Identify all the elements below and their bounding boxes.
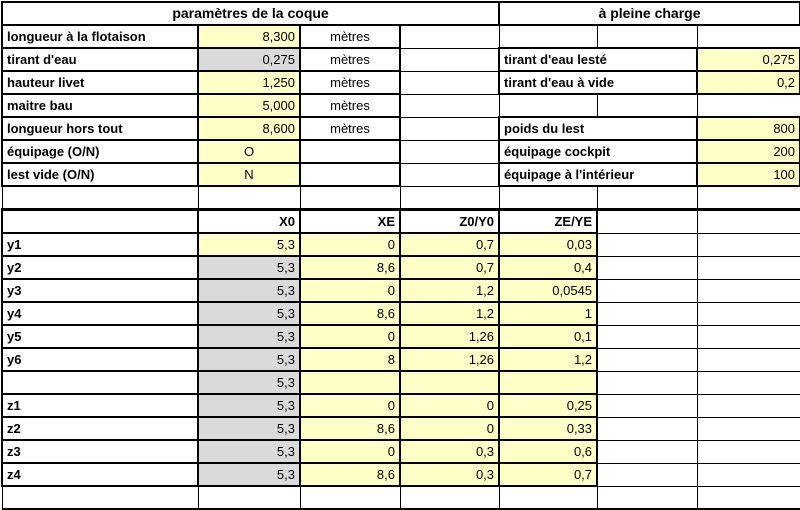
coord-xe-cell[interactable]: 8,6: [300, 256, 400, 279]
unit-cell: mètres: [300, 117, 400, 140]
hull-param-label: longueur hors tout: [2, 117, 198, 140]
coord-x0-cell[interactable]: 5,3: [198, 348, 300, 371]
coord-row-label: y2: [2, 256, 198, 279]
empty-cell: [597, 371, 697, 394]
coord-z0y0-cell[interactable]: 1,26: [400, 348, 499, 371]
empty-cell: [300, 186, 400, 210]
coord-zeye-cell[interactable]: [499, 371, 597, 394]
coord-row-label: y4: [2, 302, 198, 325]
coord-xe-cell[interactable]: 8: [300, 348, 400, 371]
unit-cell: [300, 140, 400, 163]
coord-x0-cell[interactable]: 5,3: [198, 233, 300, 256]
load-param-label: tirant d'eau lesté: [499, 48, 697, 71]
col-header-xe: XE: [300, 210, 400, 234]
empty-cell: [400, 25, 499, 48]
hull-param-label: équipage (O/N): [2, 140, 198, 163]
left-table-title: paramètres de la coque: [2, 2, 499, 25]
coord-row-label: z2: [2, 417, 198, 440]
empty-cell: [697, 348, 800, 371]
coord-xe-cell[interactable]: 0: [300, 394, 400, 417]
coord-zeye-cell[interactable]: 0,03: [499, 233, 597, 256]
unit-cell: mètres: [300, 94, 400, 117]
coord-row-label: z4: [2, 463, 198, 486]
empty-cell: [697, 279, 800, 302]
coord-z0y0-cell[interactable]: 0: [400, 417, 499, 440]
coord-row-y5: [2, 325, 800, 348]
empty-cell: [597, 279, 697, 302]
coord-row-label: y5: [2, 325, 198, 348]
empty-cell: [597, 210, 697, 234]
empty-cell: [697, 463, 800, 486]
hull-param-value[interactable]: 5,000: [198, 94, 300, 117]
spacer-row: [2, 186, 800, 210]
load-param-value[interactable]: 100: [697, 163, 800, 186]
empty-cell: [597, 94, 697, 117]
empty-cell: [597, 394, 697, 417]
empty-cell: [198, 486, 300, 509]
coord-x0-cell[interactable]: 5,3: [198, 279, 300, 302]
empty-cell: [2, 486, 198, 509]
empty-cell: [697, 440, 800, 463]
load-param-value[interactable]: 0,275: [697, 48, 800, 71]
empty-cell: [597, 463, 697, 486]
empty-cell: [697, 256, 800, 279]
coord-x0-cell[interactable]: 5,3: [198, 440, 300, 463]
hull-param-label: hauteur livet: [2, 71, 198, 94]
coord-row-z3: [2, 440, 800, 463]
coord-zeye-cell[interactable]: 0,0545: [499, 279, 597, 302]
coord-z0y0-cell[interactable]: 1,26: [400, 325, 499, 348]
hull-row-flotaison: [2, 25, 800, 48]
empty-cell: [499, 486, 597, 509]
empty-cell: [400, 140, 499, 163]
load-param-label: tirant d'eau à vide: [499, 71, 697, 94]
coord-row-label: y6: [2, 348, 198, 371]
hull-row-tirant: [2, 48, 800, 71]
empty-cell: [400, 48, 499, 71]
col-header-z0y0: Z0/Y0: [400, 210, 499, 234]
coord-zeye-cell[interactable]: 0,25: [499, 394, 597, 417]
hull-param-value[interactable]: N: [198, 163, 300, 186]
empty-cell: [697, 25, 800, 48]
hull-row-equipage: [2, 140, 800, 163]
load-param-value[interactable]: 200: [697, 140, 800, 163]
hull-param-label: longueur à la flotaison: [2, 25, 198, 48]
coord-row-label: z3: [2, 440, 198, 463]
coord-row-label: y3: [2, 279, 198, 302]
coord-row-z1: [2, 394, 800, 417]
hull-param-value[interactable]: 0,275: [198, 48, 300, 71]
hull-param-label: lest vide (O/N): [2, 163, 198, 186]
empty-cell: [400, 71, 499, 94]
coord-z0y0-cell[interactable]: 1,2: [400, 302, 499, 325]
empty-cell: [697, 302, 800, 325]
coord-z0y0-cell[interactable]: 0,3: [400, 463, 499, 486]
coord-xe-cell[interactable]: 8,6: [300, 463, 400, 486]
load-param-label: équipage à l'intérieur: [499, 163, 697, 186]
col-header-zeye: ZE/YE: [499, 210, 597, 234]
coord-row-y6: [2, 348, 800, 371]
coord-row-label: [2, 371, 198, 394]
coord-row-y2: [2, 256, 800, 279]
hull-row-livet: [2, 71, 800, 94]
coord-xe-cell[interactable]: 0: [300, 233, 400, 256]
hull-param-value[interactable]: 8,300: [198, 25, 300, 48]
empty-cell: [597, 440, 697, 463]
empty-cell: [697, 325, 800, 348]
col-header-x0: X0: [198, 210, 300, 234]
coord-row-label: y1: [2, 233, 198, 256]
coord-row-y4: [2, 302, 800, 325]
hull-row-horstout: [2, 117, 800, 140]
empty-cell: [198, 186, 300, 210]
empty-cell: [697, 371, 800, 394]
empty-cell: [597, 256, 697, 279]
hull-param-value[interactable]: 1,250: [198, 71, 300, 94]
coord-x0-cell[interactable]: 5,3: [198, 256, 300, 279]
coord-row-z4: [2, 463, 800, 486]
hull-param-value[interactable]: 8,600: [198, 117, 300, 140]
coord-xe-cell[interactable]: 0: [300, 440, 400, 463]
empty-cell: [697, 233, 800, 256]
coord-z0y0-cell[interactable]: 0,3: [400, 440, 499, 463]
coord-xe-cell[interactable]: [300, 371, 400, 394]
empty-cell: [400, 94, 499, 117]
coord-x0-cell[interactable]: 5,3: [198, 417, 300, 440]
hull-param-label: tirant d'eau: [2, 48, 198, 71]
empty-cell: [2, 210, 198, 234]
unit-cell: mètres: [300, 71, 400, 94]
coord-xe-cell[interactable]: 8,6: [300, 417, 400, 440]
coord-z0y0-cell[interactable]: 0,7: [400, 256, 499, 279]
coord-x0-cell[interactable]: 5,3: [198, 463, 300, 486]
hull-param-value[interactable]: O: [198, 140, 300, 163]
empty-cell: [597, 302, 697, 325]
empty-cell: [597, 417, 697, 440]
coord-row-label: z1: [2, 394, 198, 417]
empty-cell: [697, 486, 800, 509]
coord-row-y3: [2, 279, 800, 302]
coord-xe-cell[interactable]: 8,6: [300, 302, 400, 325]
coord-zeye-cell[interactable]: 0,6: [499, 440, 597, 463]
empty-cell: [597, 348, 697, 371]
empty-cell: [499, 94, 597, 117]
coord-x0-cell[interactable]: 5,3: [198, 325, 300, 348]
coord-zeye-cell[interactable]: 0,1: [499, 325, 597, 348]
empty-cell: [400, 163, 499, 186]
coord-z0y0-cell[interactable]: 0,7: [400, 233, 499, 256]
coord-zeye-cell[interactable]: 0,33: [499, 417, 597, 440]
load-param-label: équipage cockpit: [499, 140, 697, 163]
empty-cell: [499, 25, 597, 48]
coords-header-row: [2, 210, 800, 234]
right-table-title: à pleine charge: [499, 2, 800, 25]
hull-row-bau: [2, 94, 800, 117]
bottom-row: [2, 486, 800, 509]
empty-cell: [597, 486, 697, 509]
coord-zeye-cell[interactable]: 1,2: [499, 348, 597, 371]
hull-row-lestvide: [2, 163, 800, 186]
coord-x0-cell[interactable]: 5,3: [198, 302, 300, 325]
coord-zeye-cell[interactable]: 1: [499, 302, 597, 325]
coord-z0y0-cell[interactable]: [400, 371, 499, 394]
unit-cell: mètres: [300, 25, 400, 48]
coord-xe-cell[interactable]: 0: [300, 325, 400, 348]
coord-xe-cell[interactable]: 0: [300, 279, 400, 302]
empty-cell: [597, 325, 697, 348]
coord-z0y0-cell[interactable]: 0: [400, 394, 499, 417]
empty-cell: [697, 210, 800, 234]
hull-param-label: maitre bau: [2, 94, 198, 117]
title-row: [2, 2, 800, 25]
coord-x0-cell[interactable]: 5,3: [198, 371, 300, 394]
coord-zeye-cell[interactable]: 0,7: [499, 463, 597, 486]
empty-cell: [697, 186, 800, 210]
unit-cell: [300, 163, 400, 186]
empty-cell: [400, 186, 499, 210]
unit-cell: mètres: [300, 48, 400, 71]
empty-cell: [499, 186, 597, 210]
coord-zeye-cell[interactable]: 0,4: [499, 256, 597, 279]
coord-row-blank: [2, 371, 800, 394]
coord-row-z2: [2, 417, 800, 440]
empty-cell: [697, 94, 800, 117]
empty-cell: [597, 25, 697, 48]
empty-cell: [300, 486, 400, 509]
load-param-value[interactable]: 800: [697, 117, 800, 140]
empty-cell: [400, 117, 499, 140]
empty-cell: [2, 186, 198, 210]
load-param-value[interactable]: 0,2: [697, 71, 800, 94]
empty-cell: [697, 394, 800, 417]
empty-cell: [400, 486, 499, 509]
empty-cell: [697, 417, 800, 440]
spreadsheet: [1, 1, 800, 510]
coord-z0y0-cell[interactable]: 1,2: [400, 279, 499, 302]
coord-row-y1: [2, 233, 800, 256]
empty-cell: [597, 186, 697, 210]
coord-x0-cell[interactable]: 5,3: [198, 394, 300, 417]
empty-cell: [597, 233, 697, 256]
load-param-label: poids du lest: [499, 117, 697, 140]
